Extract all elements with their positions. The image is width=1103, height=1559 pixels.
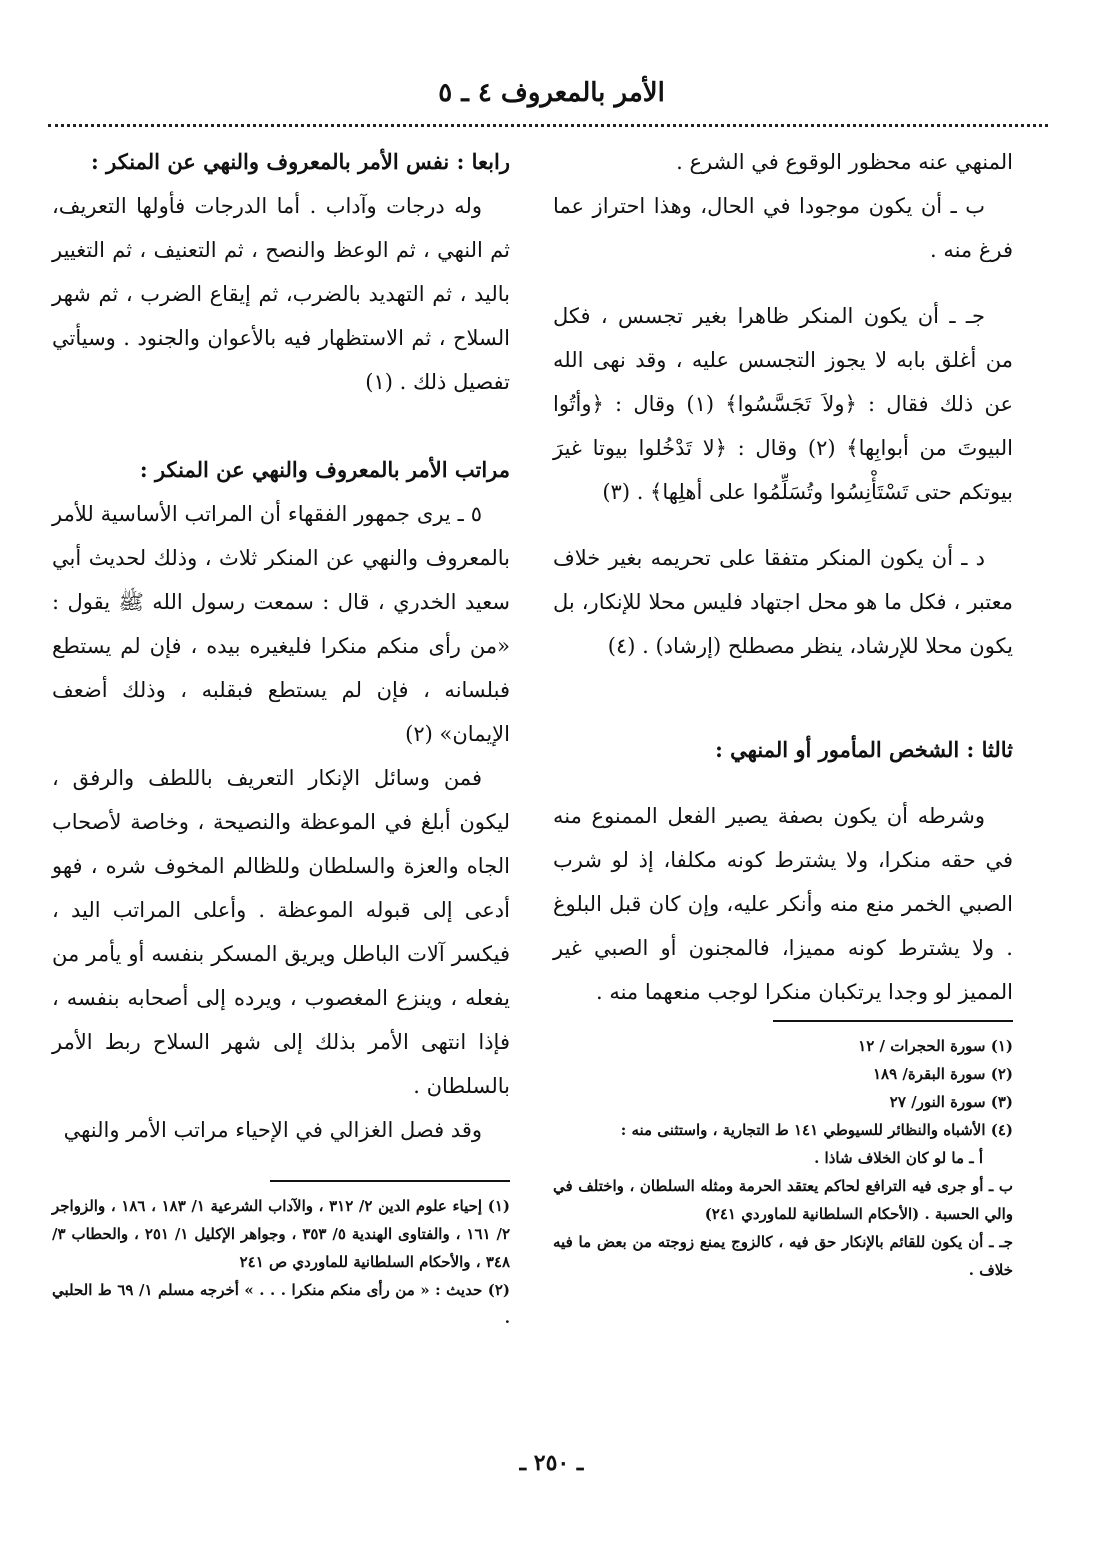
footnotes-left	[52, 1192, 510, 1332]
footnote: (١) سورة الحجرات / ١٢	[858, 1037, 1013, 1055]
paragraph: د ـ أن يكون المنكر متفقا على تحريمه بغير خلاف معتبر ، فكل ما هو محل اجتهاد فليس محلا للإنكار، بل يكون محلا للإرشاد، ينظر مصطلح (إرشاد) . (٤)	[553, 546, 1013, 658]
paragraph: وقد فصل الغزالي في الإحياء مراتب الأمر والنهي	[63, 1118, 482, 1142]
section-heading: مراتب الأمر بالمعروف والنهي عن المنكر :	[139, 457, 510, 482]
paragraph: جـ ـ أن يكون المنكر ظاهرا بغير تجسس ، فكل من أغلق بابه لا يجوز التجسس عليه ، وقد نهى الله عن ذلك فقال : ﴿ولاَ تَجَسَّسُوا﴾ (١) وقال : ﴿وأتُوا البيوتَ من أبوابِها﴾ (٢) وقال : ﴿لا تَدْخُلوا بيوتا غيرَ بيوتكم حتى تَسْتَأْنِسُوا وتُسَلِّمُوا على أهلِها﴾ . (٣)	[553, 304, 1013, 504]
running-header: الأمر بالمعروف ٤ ـ ٥	[438, 78, 665, 108]
paragraph: ب ـ أن يكون موجودا في الحال، وهذا احتراز عما فرغ منه .	[553, 194, 1013, 262]
left-column	[52, 140, 510, 1332]
paragraph: وشرطه أن يكون بصفة يصير الفعل الممنوع منه في حقه منكرا، ولا يشترط كونه مكلفا، إذ لو شرب الصبي الخمر منع منه وأنكر عليه، وإن كان قبل البلوغ . ولا يشترط كونه مميزا، فالمجنون أو الصبي غير المميز لو وجدا يرتكبان منكرا لوجب منعهما منه .	[553, 804, 1013, 1004]
footnote: (٣) سورة النور/ ٢٧	[889, 1093, 1013, 1111]
paragraph: المنهي عنه محظور الوقوع في الشرع .	[676, 150, 1013, 174]
footnote: ب ـ أو جرى فيه الترافع لحاكم يعتقد الحرمة ومثله السلطان ، واختلف في والي الحسبة . (الأحكام السلطانية للماوردي ٢٤١)	[553, 1177, 1013, 1223]
header-dotted-rule	[48, 124, 1048, 127]
section-heading: ثالثا : الشخص المأمور أو المنهي :	[715, 737, 1013, 762]
paragraph: ٥ ـ يرى جمهور الفقهاء أن المراتب الأساسية للأمر بالمعروف والنهي عن المنكر ثلاث ، وذلك لحديث أبي سعيد الخدري ، قال : سمعت رسول الله ﷺ يقول : «من رأى منكم منكرا فليغيره بيده ، فإن لم يستطع فبلسانه ، فإن لم يستطع فبقلبه ، وذلك أضعف الإيمان» (٢)	[52, 502, 510, 746]
footnote: (٢) سورة البقرة/ ١٨٩	[873, 1065, 1013, 1083]
footnote-rule	[270, 1180, 510, 1182]
footnote: (١) إحياء علوم الدين ٢/ ٣١٢ ، والآداب الشرعية ١/ ١٨٣ ، ١٨٦ ، والزواجر ٢/ ١٦١ ، والفتاوى الهندية ٥/ ٣٥٣ ، وجواهر الإكليل ١/ ٢٥١ ، والحطاب ٣/ ٣٤٨ ، والأحكام السلطانية للماوردي ص ٢٤١	[52, 1197, 511, 1271]
footnote: (٢) حديث : « من رأى منكم منكرا . . . » أخرجه مسلم ١/ ٦٩ ط الحلبي .	[52, 1281, 511, 1327]
footnote: أ ـ ما لو كان الخلاف شاذا .	[814, 1149, 983, 1167]
page-number: ـ ٢٥٠ ـ	[519, 1450, 584, 1476]
section-heading: رابعا : نفس الأمر بالمعروف والنهي عن المنكر :	[91, 149, 510, 174]
paragraph: وله درجات وآداب . أما الدرجات فأولها التعريف، ثم النهي ، ثم الوعظ والنصح ، ثم التعنيف ، ثم التغيير باليد ، ثم التهديد بالضرب، ثم إيقاع الضرب ، ثم شهر السلاح ، ثم الاستظهار فيه بالأعوان والجنود . وسيأتي تفصيل ذلك . (١)	[52, 194, 510, 394]
footnote: جـ ـ أن يكون للقائم بالإنكار حق فيه ، كالزوج يمنع زوجته من بعض ما فيه خلاف .	[553, 1233, 1013, 1279]
paragraph: فمن وسائل الإنكار التعريف باللطف والرفق ، ليكون أبلغ في الموعظة والنصيحة ، وخاصة لأصحاب الجاه والعزة والسلطان وللظالم المخوف شره ، فهو أدعى إلى قبوله الموعظة . وأعلى المراتب اليد ، فيكسر آلات الباطل ويريق المسكر بنفسه أو يأمر من يفعله ، وينزع المغصوب ، ويرده إلى أصحابه بنفسه ، فإذا انتهى الأمر بذلك إلى شهر السلاح ربط الأمر بالسلطان .	[52, 766, 510, 1098]
footnote-rule	[773, 1020, 1013, 1022]
footnote: (٤) الأشباه والنظائر للسيوطي ١٤١ ط التجارية ، واستثنى منه :	[620, 1121, 1013, 1139]
footnotes-right	[553, 1032, 1013, 1284]
right-column	[553, 140, 1013, 1284]
